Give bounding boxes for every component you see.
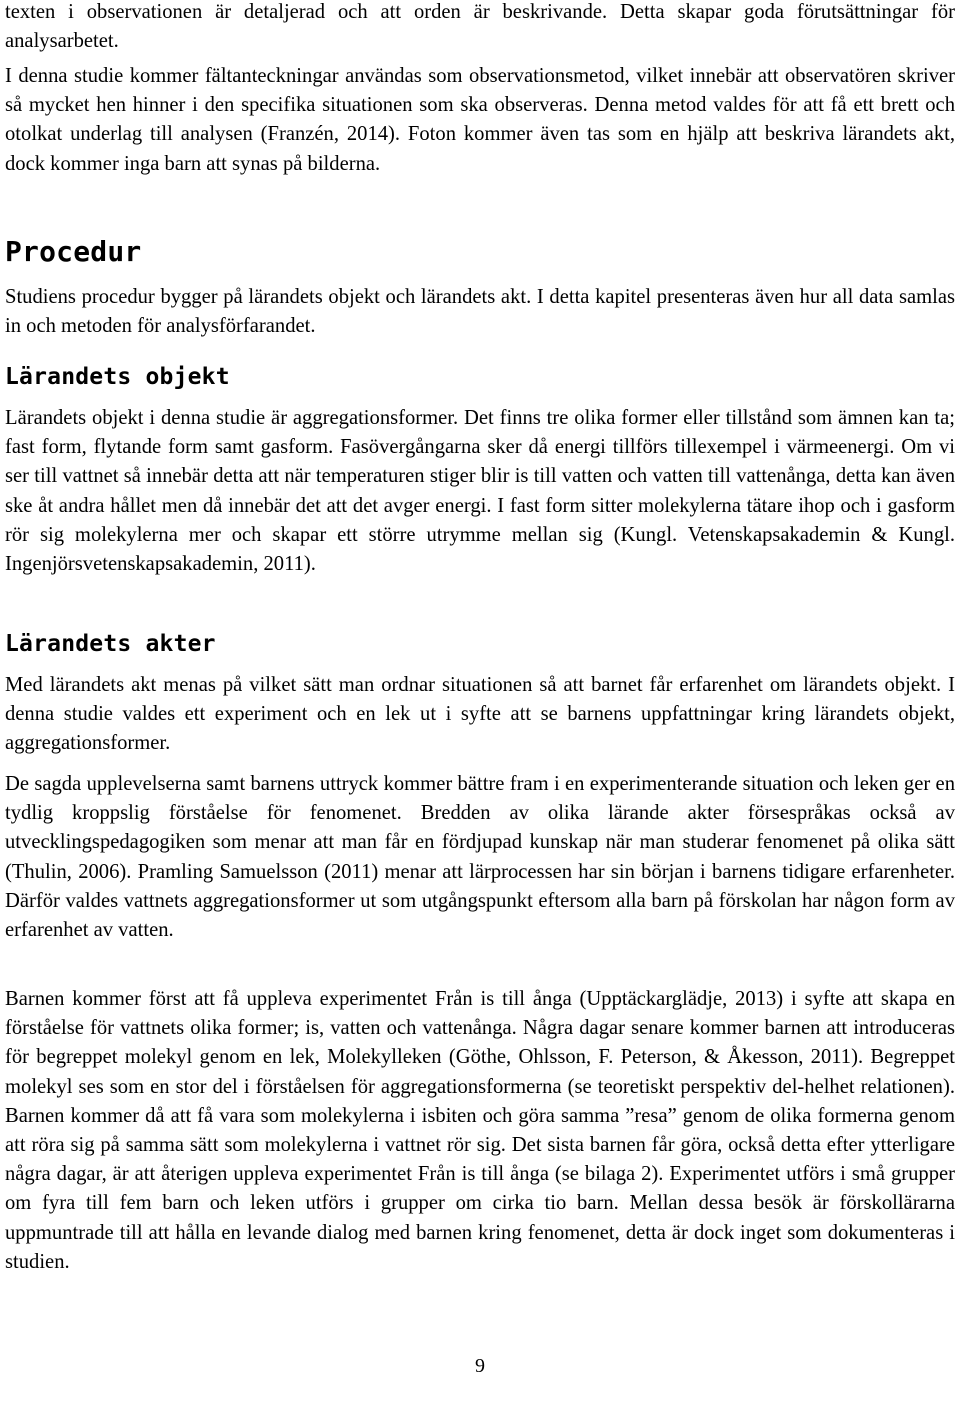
paragraph-field-notes: I denna studie kommer fältanteckningar användas som observationsmetod, vilket innebär att observatören skriver så mycket hen hinner i den specifika situationen som ska observeras. Denna metod valdes för att få ett brett och otolkat underlag till analysen (Franzén, 2014). Foton kommer även tas som en hjälp att beskriva lärandets akt, dock kommer inga barn att synas på bilderna. [5,65,955,175]
paragraph-procedur: Studiens procedur bygger på lärandets objekt och lärandets akt. I detta kapitel presenteras även hur all data samlas in och metoden för analysförfarandet. [5,286,955,338]
heading-larandets-objekt: Lärandets objekt [5,364,230,390]
heading-procedur: Procedur [5,235,142,268]
paragraph-observation-detail: texten i observationen är detaljerad och att orden är beskrivande. Detta skapar goda förutsättningar för analysarbetet. [5,1,955,53]
paragraph-larandets-akter: Med lärandets akt menas på vilket sätt man ordnar situationen så att barnet får erfarenhet om lärandets objekt. I denna studie valdes ett experiment och en lek ut i syfte att se barnens uppfattningar kring lärandets objekt, aggregationsformer. [5,674,955,755]
paragraph-experiences: De sagda upplevelserna samt barnens uttryck kommer bättre fram i en experimenterande situation och leken ger en tydlig kroppslig förståelse för fenomenet. Bredden av olika lärande akter försespråkas också av utvecklingspedagogiken som menar att man får en fördjupad kunskap när man studerar fenomenet på olika sätt (Thulin, 2006). Pramling Samuelsson (2011) menar att lärprocessen har sin början i barnens tidigare erfarenheter. Därför valdes vattnets aggregationsformer ut som utgångspunkt eftersom alla barn på förskolan har någon form av erfarenhet av vatten. [5,773,955,942]
heading-larandets-akter: Lärandets akter [5,631,216,657]
page-number: 9 [475,1355,485,1377]
paragraph-experiment-plan: Barnen kommer först att få uppleva experimentet Från is till ånga (Upptäckarglädje, 2013) i syfte att skapa en förståelse för vattnets olika former; is, vatten och vattenånga. Några dagar senare kommer barnen att introduceras för begreppet molekyl genom en lek, Molekylleken (Göthe, Ohlsson, F. Peterson, & Åkesson, 2011). Begreppet molekyl ses som en stor del i förståelsen för aggregationsformerna (se teoretiskt perspektiv del-helhet relationen). Barnen kommer då att få vara som molekylerna i isbiten och göra samma ”resa” genom de olika formerna genom att röra sig på samma sätt som molekylerna i vattnet rör sig. Det sista barnen får göra, också detta efter ytterligare några dagar, är att återigen uppleva experimentet Från is till ånga (se bilaga 2). Experimentet utförs i små grupper om fyra till fem barn och leken utförs i grupper om cirka tio barn. Mellan dessa besök är förskollärarna uppmuntrade till att hålla en levande dialog med barnen kring fenomenet, detta är dock inget som dokumenteras i studien. [5,988,955,1273]
paragraph-larandets-objekt: Lärandets objekt i denna studie är aggregationsformer. Det finns tre olika former eller tillstånd som ämnen kan ta; fast form, flytande form samt gasform. Fasövergångarna sker då energi tillförs tillexempel i värmeenergi. Om vi ser till vattnet så innebär detta att när temperaturen stiger blir is till vatten och vatten till vattenånga, detta kan även ske åt andra hållet men då innebär det att det avger energi. I fast form sitter molekylerna tätare ihop och i gasform rör sig molekylerna mer och skapar ett större utrymme mellan sig (Kungl. Vetenskapsakademin & Kungl. Ingenjörsvetenskapsakademin, 2011). [5,407,955,576]
